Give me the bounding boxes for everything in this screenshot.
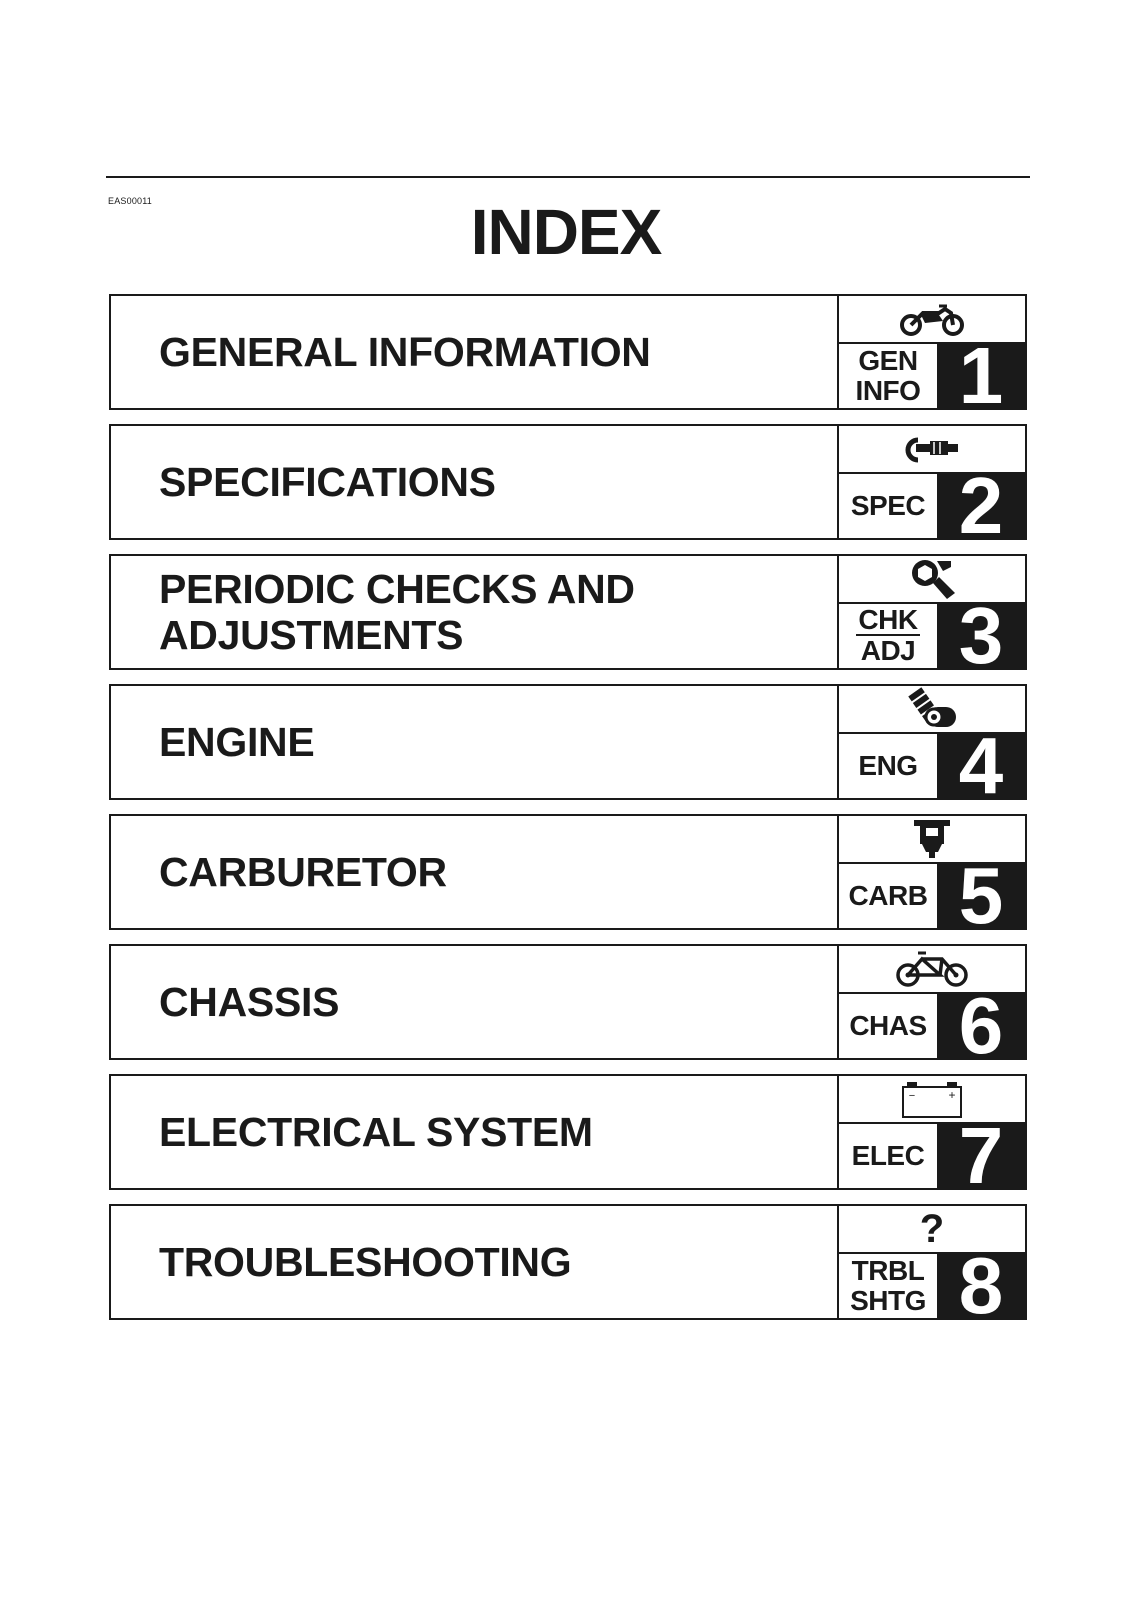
section-label: CARBURETOR bbox=[159, 849, 447, 895]
section-label-line-1: PERIODIC CHECKS AND bbox=[159, 566, 635, 612]
section-abbreviation bbox=[839, 604, 937, 668]
section-number: 5 bbox=[937, 864, 1025, 928]
section-number: 2 bbox=[937, 474, 1025, 538]
abbr-line-2: SHTG bbox=[850, 1285, 926, 1316]
top-rule bbox=[106, 176, 1030, 178]
section-tab[interactable] bbox=[837, 686, 1025, 810]
section-number: 1 bbox=[937, 344, 1025, 408]
abbr-line-1: CHAS bbox=[849, 1010, 927, 1041]
section-label: CHASSIS bbox=[159, 979, 340, 1025]
section-abbreviation bbox=[839, 1124, 937, 1188]
abbr-line-2: INFO bbox=[855, 375, 921, 406]
abbr-line-1: TRBL bbox=[851, 1255, 925, 1286]
section-tab[interactable] bbox=[837, 816, 1025, 940]
section-tab[interactable] bbox=[837, 1076, 1025, 1200]
section-number: 4 bbox=[937, 734, 1025, 798]
abbr-line-2: ADJ bbox=[860, 635, 916, 666]
index-row-engine[interactable] bbox=[109, 684, 1027, 810]
abbr-line-1: ENG bbox=[858, 750, 918, 781]
section-abbreviation bbox=[839, 994, 937, 1058]
section-number: 7 bbox=[937, 1124, 1025, 1188]
section-abbreviation bbox=[839, 474, 937, 538]
abbr-line-1: GEN bbox=[858, 345, 918, 376]
index-row-specifications[interactable] bbox=[109, 424, 1027, 550]
index-row-electrical-system[interactable] bbox=[109, 1074, 1027, 1200]
index-list bbox=[109, 294, 1027, 1334]
section-label: ELECTRICAL SYSTEM bbox=[159, 1109, 593, 1155]
section-label-line-2: ADJUSTMENTS bbox=[159, 612, 464, 658]
abbr-line-1: CARB bbox=[848, 880, 928, 911]
section-tab[interactable] bbox=[837, 946, 1025, 1070]
index-row-general-information[interactable] bbox=[109, 294, 1027, 420]
document-code: EAS00011 bbox=[108, 196, 152, 206]
section-tab[interactable] bbox=[837, 426, 1025, 550]
abbr-line-1: SPEC bbox=[850, 490, 926, 521]
index-row-chassis[interactable] bbox=[109, 944, 1027, 1070]
section-label: GENERAL INFORMATION bbox=[159, 329, 651, 375]
index-row-carburetor[interactable] bbox=[109, 814, 1027, 940]
section-tab[interactable] bbox=[837, 1206, 1025, 1330]
section-number: 6 bbox=[937, 994, 1025, 1058]
section-abbreviation bbox=[839, 864, 937, 928]
battery-plus-sign: + bbox=[948, 1088, 956, 1102]
index-row-troubleshooting[interactable] bbox=[109, 1204, 1027, 1330]
index-row-periodic-checks[interactable] bbox=[109, 554, 1027, 680]
section-tab[interactable] bbox=[837, 556, 1025, 680]
section-label: SPECIFICATIONS bbox=[159, 459, 496, 505]
section-number: 3 bbox=[937, 604, 1025, 668]
section-abbreviation bbox=[839, 1254, 937, 1318]
section-number: 8 bbox=[937, 1254, 1025, 1318]
section-label: TROUBLESHOOTING bbox=[159, 1239, 572, 1285]
section-abbreviation bbox=[839, 344, 937, 408]
section-tab[interactable] bbox=[837, 296, 1025, 420]
battery-minus-sign: − bbox=[908, 1090, 916, 1102]
section-label: ENGINE bbox=[159, 719, 315, 765]
abbr-line-1: ELEC bbox=[851, 1140, 925, 1171]
section-label bbox=[159, 556, 789, 668]
abbr-line-1: CHK bbox=[858, 604, 918, 635]
section-abbreviation bbox=[839, 734, 937, 798]
page-title: INDEX bbox=[470, 196, 662, 268]
question-mark-glyph: ? bbox=[919, 1207, 945, 1251]
